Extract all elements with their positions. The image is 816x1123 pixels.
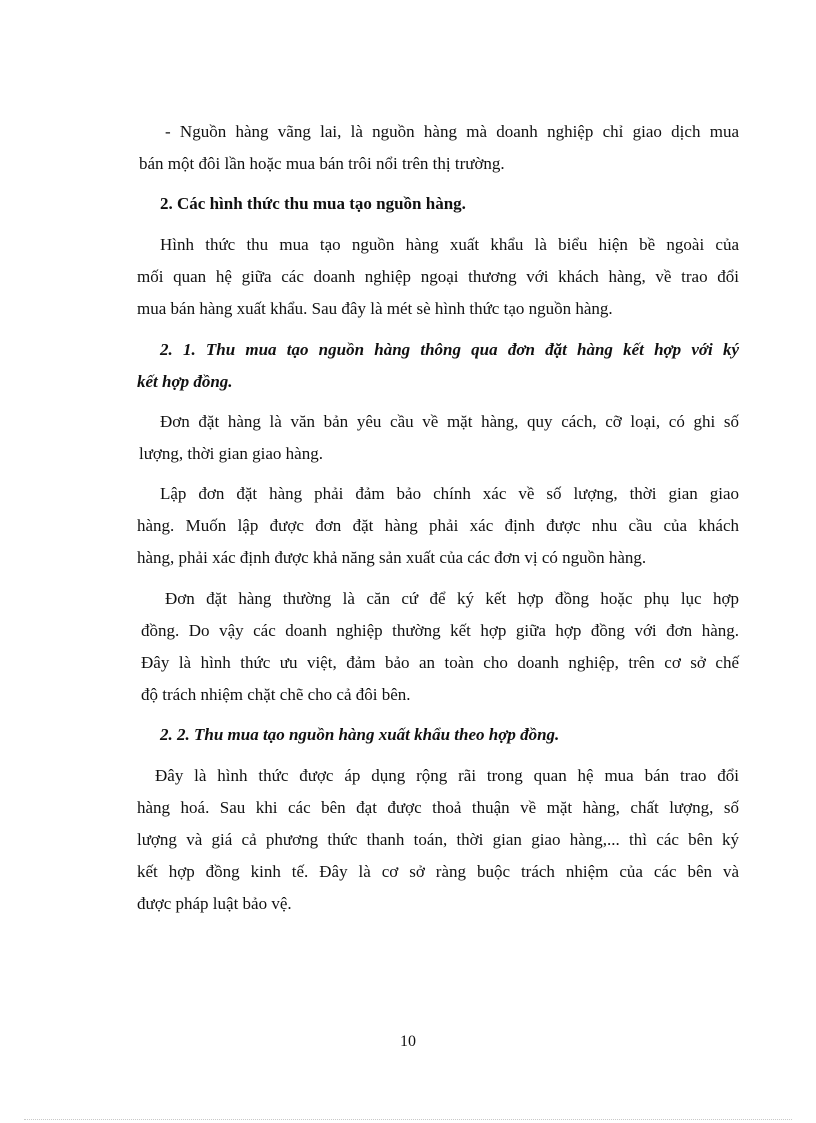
paragraph-line: Đây là hình thức ưu việt, đảm bảo an toàn cho doanh nghiệp, trên cơ sở chế [141, 653, 739, 672]
paragraph-line: hàng. Muốn lập được đơn đặt hàng phải xác định được nhu cầu của khách [137, 516, 739, 535]
paragraph-line: hàng hoá. Sau khi các bên đạt được thoả thuận về mặt hàng, chất lượng, số [137, 798, 739, 817]
paragraph-line: Đơn đặt hàng thường là căn cứ để ký kết hợp đồng hoặc phụ lục hợp [165, 589, 739, 608]
subsection-heading: 2. 2. Thu mua tạo nguồn hàng xuất khẩu theo hợp đồng. [160, 725, 560, 744]
paragraph-line: hàng, phải xác định được khả năng sản xuất của các đơn vị có nguồn hàng. [137, 548, 647, 567]
subsection-heading: 2. 1. Thu mua tạo nguồn hàng thông qua đơn đặt hàng kết hợp với ký [160, 340, 739, 359]
page-bottom-border [24, 1119, 792, 1120]
paragraph-line: độ trách nhiệm chặt chẽ cho cả đôi bên. [141, 685, 411, 704]
subsection-heading: kết hợp đồng. [137, 372, 233, 391]
paragraph-line: lượng và giá cả phương thức thanh toán, thời gian giao hàng,... thì các bên ký [137, 830, 739, 849]
paragraph-line: Đơn đặt hàng là văn bản yêu cầu về mặt hàng, quy cách, cỡ loại, có ghi số [160, 412, 739, 431]
paragraph-line: mua bán hàng xuất khẩu. Sau đây là mét sè hình thức tạo nguồn hàng. [137, 299, 613, 318]
paragraph-line: bán một đôi lần hoặc mua bán trôi nổi trên thị trường. [139, 154, 505, 173]
paragraph-line: Hình thức thu mua tạo nguồn hàng xuất khẩu là biểu hiện bề ngoài của [160, 235, 739, 254]
section-heading: 2. Các hình thức thu mua tạo nguồn hàng. [160, 194, 466, 213]
page-number: 10 [400, 1033, 416, 1050]
paragraph-line: lượng, thời gian giao hàng. [139, 444, 323, 463]
paragraph-line: kết hợp đồng kinh tế. Đây là cơ sở ràng buộc trách nhiệm của các bên và [137, 862, 739, 881]
paragraph-line: được pháp luật bảo vệ. [137, 894, 292, 913]
paragraph-line: Đây là hình thức được áp dụng rộng rãi trong quan hệ mua bán trao đổi [155, 766, 739, 785]
paragraph-line: - Nguồn hàng vãng lai, là nguồn hàng mà doanh nghiệp chỉ giao dịch mua [165, 122, 739, 141]
paragraph-line: đồng. Do vậy các doanh nghiệp thường kết hợp giữa hợp đồng với đơn hàng. [141, 621, 739, 640]
paragraph-line: Lập đơn đặt hàng phải đảm bảo chính xác về số lượng, thời gian giao [160, 484, 739, 503]
paragraph-line: mối quan hệ giữa các doanh nghiệp ngoại thương với khách hàng, về trao đổi [137, 267, 739, 286]
